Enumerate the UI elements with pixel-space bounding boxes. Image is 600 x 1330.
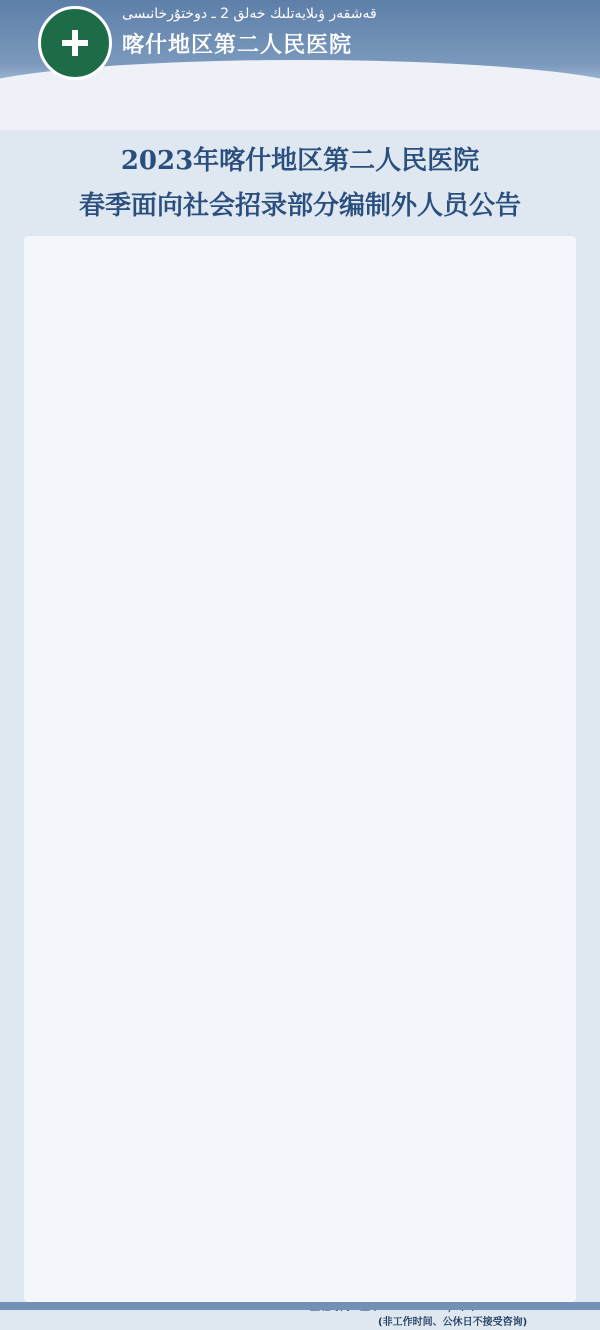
bottom-bar — [0, 1302, 600, 1310]
medical-cross-icon — [62, 30, 88, 56]
hospital-logo — [38, 6, 112, 80]
notice-title — [0, 140, 600, 222]
header-uyghur-name: قەشقەر ۋىلايەتلىك خەلق 2 ـ دوختۇرخانىسى — [122, 6, 377, 22]
title-line1: 2023年喀什地区第二人民医院 — [120, 146, 480, 176]
title-line2: 春季面向社会招录部分编制外人员公告 — [78, 191, 521, 221]
header-banner — [0, 0, 600, 92]
contact-note: (非工作时间、公休日不接受咨询) — [378, 1317, 528, 1328]
content-panel — [24, 236, 576, 1302]
header-chinese-name: 喀什地区第二人民医院 — [122, 33, 353, 58]
